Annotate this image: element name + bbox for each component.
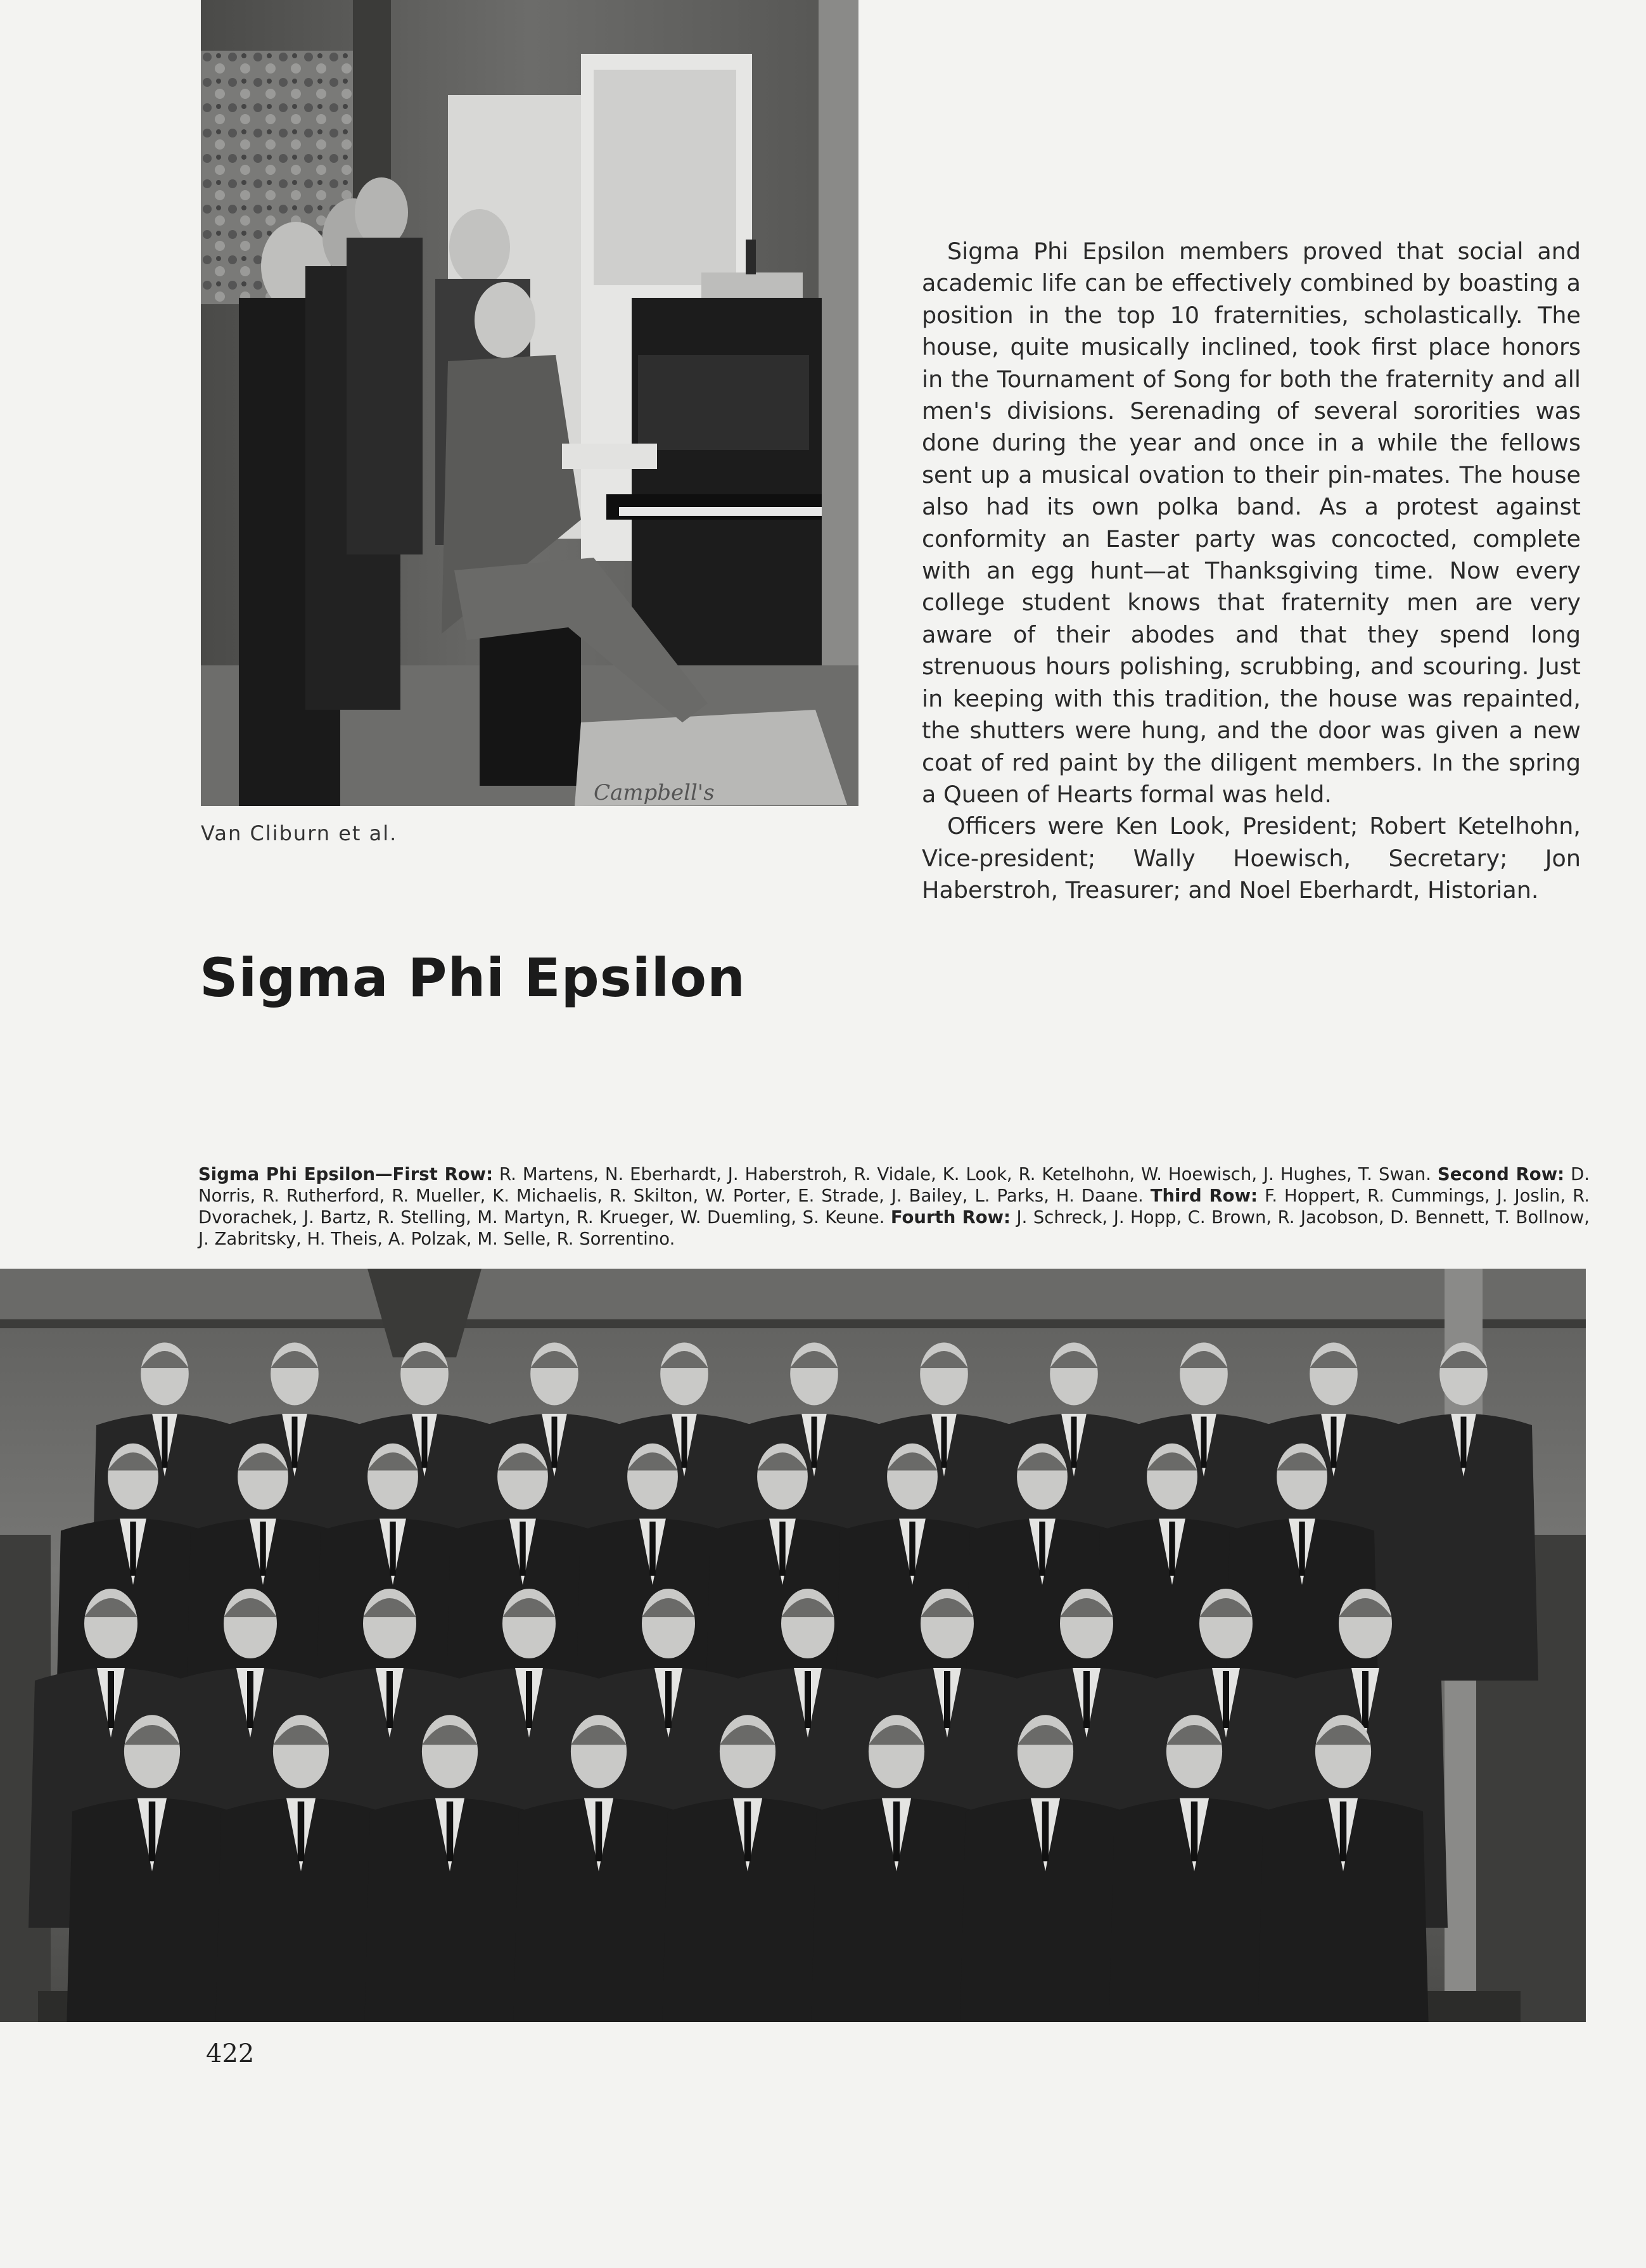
- page-number: 422: [206, 2039, 255, 2068]
- member-roster: [198, 1163, 1590, 1250]
- piano-scene-photo: [201, 0, 858, 806]
- article-paragraph-2: Officers were Ken Look, President; Robert Ketelhohn, Vice-president; Wally Hoewisch, Secretary; Jon Haberstroh, Treasurer; and Noel Eberhardt, Historian.: [922, 812, 1581, 904]
- roster-first-row: R. Martens, N. Eberhardt, J. Haberstroh, R. Vidale, K. Look, R. Ketelhohn, W. Hoewisch, J. Hughes, T. Swan.: [499, 1164, 1431, 1184]
- article-paragraph-1: Sigma Phi Epsilon members proved that social and academic life can be effectively combined by boasting a position in the top 10 fraternities, scholastically. The house, quite musically inclined, took first place honors in the Tournament of Song for both the fraternity and all men's divisions. Serenading of several sororities was done during the year and once in a while the fellows sent up a musical ovation to their pin-mates. The house also had its own polka band. As a protest against conformity an Easter party was concocted, complete with an egg hunt—at Thanksgiving time. Now every college student knows that fraternity men are very aware of their abodes and that they spend long strenuous hours polishing, scrubbing, and scouring. Just in keeping with this tradition, the house was repainted, the shutters were hung, and the door was given a new coat of red paint by the diligent members. In the spring a Queen of Hearts formal was held.: [922, 238, 1581, 808]
- roster-third-label: Third Row:: [1150, 1186, 1258, 1206]
- photo-caption: Van Cliburn et al.: [201, 821, 398, 845]
- group-members: [29, 1343, 1538, 2023]
- article-body: [922, 236, 1581, 907]
- group-portrait-photo: [0, 1269, 1586, 2022]
- piano-keys: [619, 507, 822, 516]
- roster-fourth-label: Fourth Row:: [890, 1207, 1011, 1227]
- roster-lead-label: Sigma Phi Epsilon—First Row:: [198, 1164, 494, 1184]
- page-title: Sigma Phi Epsilon: [200, 947, 746, 1009]
- group-portrait-illustration: [0, 1269, 1586, 2022]
- roster-second-row: D. Norris, R. Rutherford, R. Mueller, K. Michaelis, R. Skilton, W. Porter, E. Strade, J. Bailey, L. Parks, H. Daane.: [198, 1164, 1590, 1206]
- roster-third-row: F. Hoppert, R. Cummings, J. Joslin, R. Dvorachek, J. Bartz, R. Stelling, M. Martyn, R. Krueger, W. Duemling, S. Keune.: [198, 1186, 1590, 1227]
- roster-fourth-row: J. Schreck, J. Hopp, C. Brown, R. Jacobson, D. Bennett, T. Bollnow, J. Zabritsky, H. Theis, A. Polzak, M. Selle, R. Sorrentino.: [198, 1207, 1590, 1249]
- roster-second-label: Second Row:: [1437, 1164, 1565, 1184]
- trophy: [746, 240, 756, 274]
- piano-scene-illustration: [201, 0, 858, 806]
- campbells-box-label: Campbell's: [594, 780, 715, 805]
